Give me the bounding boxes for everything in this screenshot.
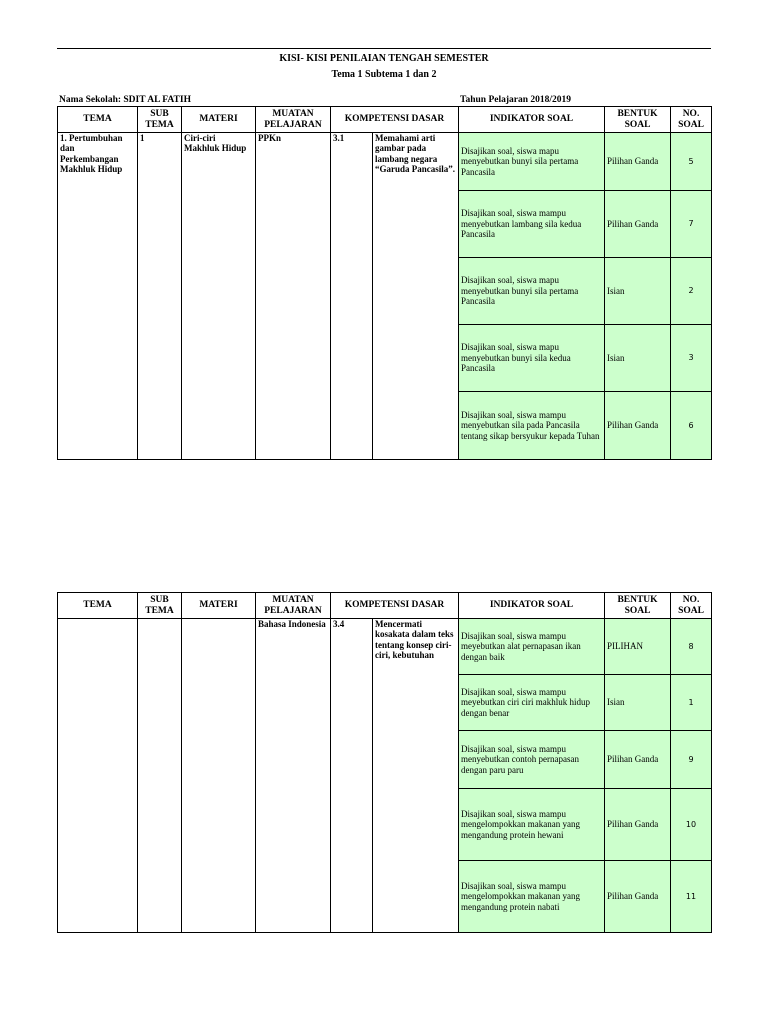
indikator-cell: Disajikan soal, siswa mampu meyebutkan ciri ciri makhluk hidup dengan benar [459,675,605,731]
col-subtema: SUB TEMA [138,593,182,619]
col-bentuk: BENTUK SOAL [605,107,671,133]
bentuk-cell: Isian [605,325,671,392]
bentuk-cell: Pilihan Ganda [605,133,671,191]
tema-cell [58,619,138,933]
bentuk-cell: Isian [605,675,671,731]
tema-cell: 1. Pertumbuhan dan Perkembangan Makhluk Hidup [58,133,138,460]
muatan-cell: Bahasa Indonesia [256,619,331,933]
no-soal-cell: 6 [671,392,712,460]
col-kompetensi: KOMPETENSI DASAR [331,593,459,619]
col-kompetensi: KOMPETENSI DASAR [331,107,459,133]
bentuk-cell: Pilihan Ganda [605,789,671,861]
kisi-table-2 [57,592,712,933]
indikator-cell: Disajikan soal, siswa mampu menyebutkan contoh pernapasan dengan paru paru [459,731,605,789]
no-soal-cell: 1 [671,675,712,731]
col-bentuk: BENTUK SOAL [605,593,671,619]
indikator-cell: Disajikan soal, siswa mampu meyebutkan alat pernapasan ikan dengan baik [459,619,605,675]
kd-text-cell: Memahami arti gambar pada lambang negara “Garuda Pancasila”. [373,133,459,460]
indikator-cell: Disajikan soal, siswa mapu menyebutkan bunyi sila pertama Pancasila [459,133,605,191]
col-muatan: MUATAN PELAJARAN [256,107,331,133]
indikator-cell: Disajikan soal, siswa mampu menyebutkan sila pada Pancasila tentang sikap bersyukur kepada Tuhan [459,392,605,460]
no-soal-cell: 9 [671,731,712,789]
no-soal-cell: 3 [671,325,712,392]
indikator-cell: Disajikan soal, siswa mapu menyebutkan bunyi sila kedua Pancasila [459,325,605,392]
no-soal-cell: 7 [671,191,712,258]
no-soal-cell: 5 [671,133,712,191]
materi-cell: Ciri-ciri Makhluk Hidup [182,133,256,460]
subtema-cell [138,619,182,933]
kisi-table-1 [57,106,712,460]
col-no: NO. SOAL [671,593,712,619]
col-muatan: MUATAN PELAJARAN [256,593,331,619]
table-row [58,133,712,191]
school-name: Nama Sekolah: SDIT AL FATIH [59,95,191,105]
kd-number-cell: 3.1 [331,133,373,460]
bentuk-cell: Pilihan Ganda [605,731,671,789]
no-soal-cell: 8 [671,619,712,675]
document-title: KISI- KISI PENILAIAN TENGAH SEMESTER [279,53,489,64]
document-subtitle: Tema 1 Subtema 1 dan 2 [331,69,437,80]
muatan-cell: PPKn [256,133,331,460]
col-indikator: INDIKATOR SOAL [459,593,605,619]
col-materi: MATERI [182,593,256,619]
bentuk-cell: PILIHAN [605,619,671,675]
indikator-cell: Disajikan soal, siswa mapu menyebutkan bunyi sila pertama Pancasila [459,258,605,325]
indikator-cell: Disajikan soal, siswa mampu mengelompokkan makanan yang mengandung protein nabati [459,861,605,933]
col-subtema: SUB TEMA [138,107,182,133]
col-tema: TEMA [58,107,138,133]
col-tema: TEMA [58,593,138,619]
col-materi: MATERI [182,107,256,133]
col-no: NO. SOAL [671,107,712,133]
table-row [58,619,712,675]
bentuk-cell: Pilihan Ganda [605,191,671,258]
header-row [58,107,712,133]
bentuk-cell: Isian [605,258,671,325]
top-rule [57,48,711,49]
no-soal-cell: 10 [671,789,712,861]
materi-cell [182,619,256,933]
kd-number-cell: 3.4 [331,619,373,933]
indikator-cell: Disajikan soal, siswa mampu mengelompokkan makanan yang mengandung protein hewani [459,789,605,861]
col-indikator: INDIKATOR SOAL [459,107,605,133]
subtema-cell: 1 [138,133,182,460]
bentuk-cell: Pilihan Ganda [605,861,671,933]
header-row [58,593,712,619]
academic-year: Tahun Pelajaran 2018/2019 [460,95,572,105]
no-soal-cell: 11 [671,861,712,933]
indikator-cell: Disajikan soal, siswa mampu menyebutkan lambang sila kedua Pancasila [459,191,605,258]
no-soal-cell: 2 [671,258,712,325]
bentuk-cell: Pilihan Ganda [605,392,671,460]
kd-text-cell: Mencermati kosakata dalam teks tentang konsep ciri-ciri, kebutuhan [373,619,459,933]
